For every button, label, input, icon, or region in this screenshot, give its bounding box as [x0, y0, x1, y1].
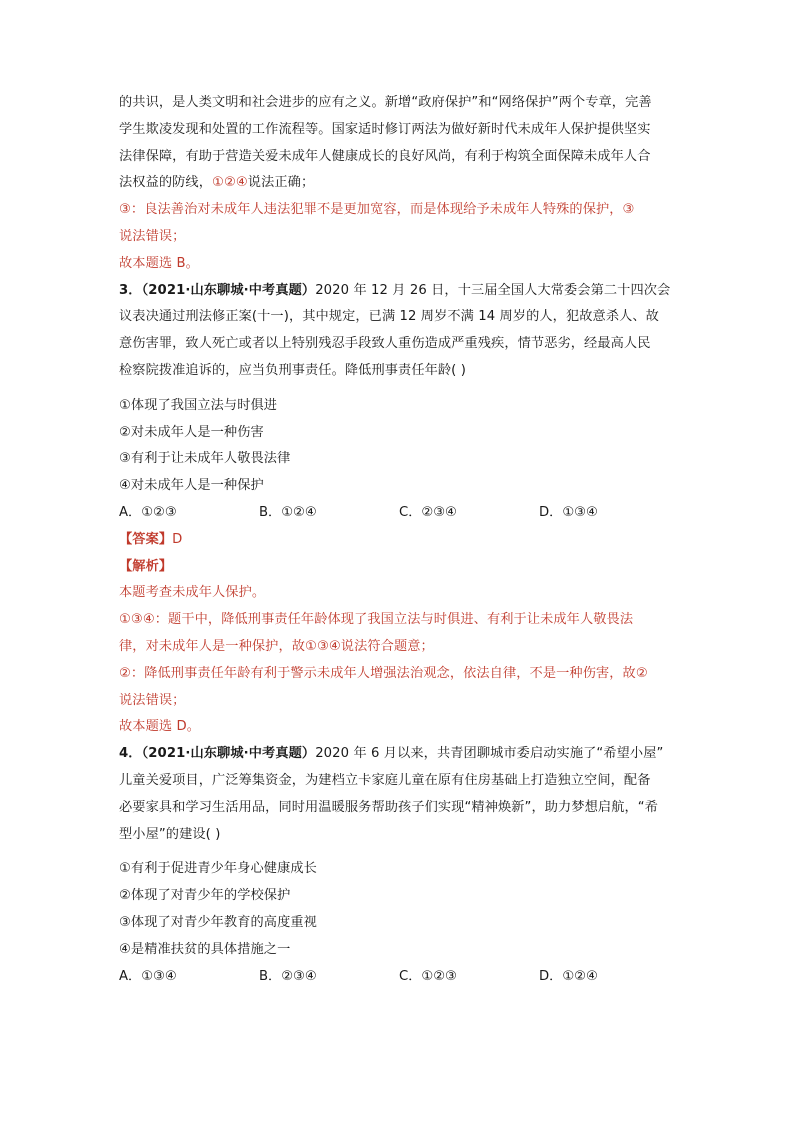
stem-line: 检察院拨准追诉的，应当负刑事责任。降低刑事责任年龄( ) [119, 362, 466, 378]
stem-text: 2020 年 12 月 26 日，十三届全国人大常委会第二十四次会 [315, 282, 671, 298]
analysis-line: ②：降低刑事责任年龄有利于警示未成年人增强法治观念，依法自律，不是一种伤害，故② [119, 665, 648, 681]
conclusion-line: 故本题选 B。 [119, 255, 199, 271]
option-b: B．②③④ [259, 968, 317, 984]
question-3-stem-first [119, 278, 679, 305]
document-page [119, 90, 679, 990]
option-c: C．①②③ [399, 968, 457, 984]
stem-line: 型小屋”的建设( ) [119, 826, 221, 842]
stem-line: 议表决通过刑法修正案(十一)，其中规定，已满 12 周岁不满 14 周岁的人，犯故意杀人、故 [119, 309, 659, 325]
options-row [119, 500, 679, 527]
question-source: （2021·山东聊城·中考真题） [141, 282, 316, 298]
question-4-stem-first [119, 741, 679, 768]
statement-item: ④对未成年人是一种保护 [119, 478, 264, 494]
text-line: 学生欺凌发现和处置的工作流程等。国家适时修订两法为做好新时代未成年人保护提供坚实 [119, 121, 651, 137]
answer-value: D [172, 531, 183, 547]
text-segment: 说法正确； [247, 175, 315, 191]
analysis-line: 律，对未成年人是一种保护，故①③④说法符合题意； [119, 638, 434, 654]
analysis-line: ①③④：题干中，降低刑事责任年龄体现了我国立法与时俱进、有利于让未成年人敬畏法 [119, 612, 634, 628]
statement-item: ②体现了对青少年的学校保护 [119, 888, 291, 904]
stem-line: 必要家具和学习生活用品，同时用温暖服务帮助孩子们实现“精神焕新”，助力梦想启航，“希 [119, 799, 659, 815]
option-c: C．②③④ [399, 504, 457, 520]
answer-label: 【答案】 [119, 531, 173, 547]
question-number: 4． [119, 746, 142, 762]
analysis-label: 【解析】 [119, 558, 173, 574]
analysis-line: 说法错误； [119, 692, 186, 708]
statement-item: ④是精准扶贫的具体措施之一 [119, 941, 291, 957]
analysis-intro: 本题考查未成年人保护。 [119, 585, 266, 601]
options-row [119, 964, 679, 991]
stem-line: 儿童关爱项目，广泛筹集资金，为建档立卡家庭儿童在原有住房基础上打造独立空间，配备 [119, 772, 651, 788]
option-d: D．①②④ [539, 968, 598, 984]
statement-item: ①有利于促进青少年身心健康成长 [119, 861, 317, 877]
statement-item: ②对未成年人是一种伤害 [119, 424, 264, 440]
text-segment: 法权益的防线， [119, 175, 213, 191]
option-b: B．①②④ [259, 504, 317, 520]
statement-item: ③体现了对青少年教育的高度重视 [119, 914, 317, 930]
stem-line: 意伤害罪，致人死亡或者以上特别残忍手段致人重伤造成严重残疾，情节恶劣，经最高人民 [119, 336, 651, 352]
wrong-explanation-line: ③：良法善治对未成年人违法犯罪不是更加宽容，而是体现给予未成年人特殊的保护，③ [119, 202, 635, 218]
option-a: A．①③④ [119, 968, 177, 984]
text-line: 法律保障，有助于营造关爱未成年人健康成长的良好风尚，有利于构筑全面保障未成年人合 [119, 148, 651, 164]
text-line: 的共识，是人类文明和社会进步的应有之义。新增“政府保护”和“网络保护”两个专章，完善 [119, 95, 652, 110]
conclusion-line: 故本题选 D。 [119, 719, 200, 735]
option-d: D．①③④ [539, 504, 598, 520]
answer-line [119, 527, 679, 554]
statement-item: ③有利于让未成年人敬畏法律 [119, 451, 291, 467]
wrong-explanation-line: 说法错误； [119, 228, 186, 244]
option-a: A．①②③ [119, 504, 177, 520]
stem-text: 2020 年 6 月以来，共青团聊城市委启动实施了“希望小屋” [315, 746, 664, 762]
question-source: （2021·山东聊城·中考真题） [141, 746, 316, 762]
statement-item: ①体现了我国立法与时俱进 [119, 397, 278, 413]
text-line [119, 170, 679, 197]
highlighted-numbers: ①②④ [212, 175, 248, 191]
question-number: 3． [119, 282, 142, 298]
